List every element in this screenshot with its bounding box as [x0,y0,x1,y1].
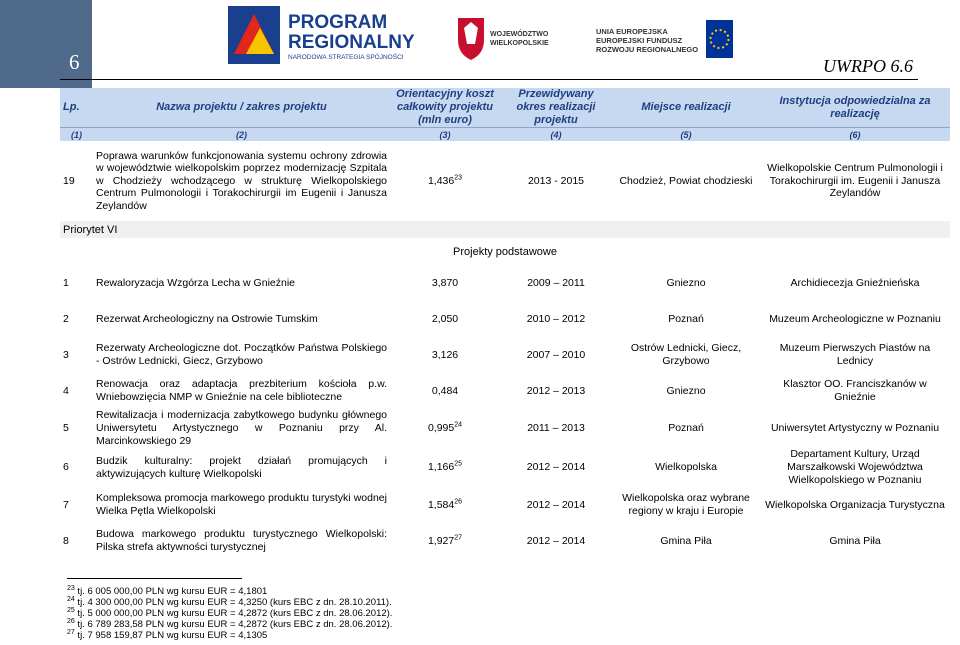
eu-logo [596,20,733,58]
program-line3: NARODOWA STRATEGIA SPÓJNOŚCI [288,54,404,61]
row-name: Kompleksowa promocja markowego produktu turystyki wodnej Wielka Pętla Wielkopolski [96,492,387,517]
footnote: $^{27}$ tj. 7 958 159,87 PLN wg kursu EUR = 4,1305 [67,628,268,641]
row-lp: 4 [63,384,69,397]
row-place: Poznań [668,312,704,325]
row-institution: Muzeum Archeologiczne w Poznaniu [769,312,941,325]
core-projects-row [60,238,950,265]
row-period: 2010 – 2012 [526,312,586,325]
row-lp: 2 [63,312,69,325]
table-row [60,265,950,301]
row-place: Gniezno [666,276,706,289]
row-period: 2013 - 2015 [527,174,585,187]
page-number: 6 [0,0,92,88]
row-institution: Muzeum Pierwszych Piastów na Lednicy [779,342,931,367]
core-projects-label: Projekty podstawowe [453,245,557,258]
col-lp-header: Lp. [60,88,93,128]
row-period: 2009 – 2011 [527,276,585,289]
row-cost: 2,050 [431,312,459,325]
row-place: Chodzież, Powiat chodzieski [619,174,753,187]
program-regionalny-logo [228,6,415,64]
priority-row [60,221,950,238]
row-name: Rewitalizacja i modernizacja zabytkowego budynku głównego Uniwersytetu Artystycznego w Poznaniu przy Al. Marcinkowskiego 29 [96,409,387,447]
row-cost: 1,436$^{23}$ [427,174,463,187]
program-line2: REGIONALNY [288,32,415,53]
row-institution: Wielkopolska Organizacja Turystyczna [765,498,945,511]
row-cost: 1,927$^{27}$ [427,534,463,547]
row-place: Wielkopolska oraz wybrane regiony w kraju i Europie [622,492,750,517]
row-institution: Archidiecezja Gnieźnieńska [790,276,920,289]
projects-table [60,88,950,559]
row-cost: 0,995$^{24}$ [427,421,463,434]
table-row [60,301,950,337]
table-row [60,141,950,221]
table-row [60,373,950,409]
row-lp: 7 [63,498,69,511]
footnote: $^{24}$ tj. 4 300 000,00 PLN wg kursu EUR = 4,3250 (kurs EBC z dn. 28.10.2011). [67,595,392,608]
row-name: Rezerwaty Archeologiczne dot. Początków Państwa Polskiego - Ostrów Lednicki, Giecz, Grzybowo [96,342,387,367]
row-name: Renowacja oraz adaptacja prezbiterium kościoła p.w. Wniebowzięcia NMP w Gnieźnie na cele biblioteczne [96,378,387,403]
table-row [60,487,950,523]
col-number: (2) [93,128,390,142]
col-institution-header: Instytucja odpowiedzialna za realizację [760,88,950,128]
row-period: 2011 – 2013 [527,422,585,434]
header-rule [60,79,918,80]
table-row [60,523,950,559]
ue-line3: ROZWOJU REGIONALNEGO [596,45,699,54]
col-name-header: Nazwa projektu / zakres projektu [93,88,390,128]
footnote-rule [67,578,242,579]
footnotes [67,586,392,641]
priority-label: Priorytet VI [60,221,950,238]
row-name: Poprawa warunków funkcjonowania systemu ochrony zdrowia w województwie wielkopolskim poprzez modernizację Szpitala w Chodzieży wchodzącego w strukturę Wielkopolskiego Centrum Pulmonologii i Torakochirurgii im Eugenii i Janusza Zeylandów [96,149,387,212]
doc-code: UWRPO 6.6 [823,56,913,76]
row-period: 2007 – 2010 [526,348,586,361]
row-institution: Wielkopolskie Centrum Pulmonologii i Torakochirurgii im. Eugenii i Janusza Zeylandów [767,162,943,200]
row-cost: 1,584$^{26}$ [427,498,463,511]
col-period-header: Przewidywany okres realizacji projektu [500,88,612,128]
woj-line1: WOJEWÓDZTWO [490,31,549,38]
row-institution: Gmina Piła [829,534,881,547]
row-name: Budowa markowego produktu turystycznego Wielkopolski: Pilska strefa aktywności turystycznej [96,528,387,553]
table-header-row [60,88,950,128]
row-period: 2012 – 2014 [526,498,586,511]
wielkopolska-crest-logo [458,18,549,60]
table-row [60,448,950,487]
col-number: (1) [60,128,93,142]
row-institution: Uniwersytet Artystyczny w Poznaniu [770,422,940,434]
row-lp: 1 [63,276,69,289]
col-number: (5) [612,128,760,142]
col-place-header: Miejsce realizacji [612,88,760,128]
row-institution: Klasztor OO. Franciszkanów w Gnieźnie [783,378,927,403]
row-cost: 0,484 [431,384,459,397]
row-period: 2012 – 2013 [526,384,586,397]
row-institution: Departament Kultury, Urząd Marszałkowski Województwa Wielkopolskiego w Poznaniu [787,448,923,486]
row-lp: 5 [63,422,69,434]
row-cost: 3,126 [431,348,459,361]
logo-strip [228,6,733,66]
footnote: $^{25}$ tj. 5 000 000,00 PLN wg kursu EUR = 4,2872 (kurs EBC z dn. 28.06.2012). [67,606,393,619]
row-name: Rewaloryzacja Wzgórza Lecha w Gnieźnie [96,276,296,289]
row-lp: 6 [63,461,69,473]
row-period: 2012 – 2014 [526,461,586,473]
col-number: (4) [500,128,612,142]
row-cost: 3,870 [431,276,459,289]
ue-line1: UNIA EUROPEJSKA [596,27,668,36]
col-number: (3) [390,128,500,142]
row-name: Budzik kulturalny: projekt działań promujących i aktywizujących kulturę Wielkopolski [96,454,387,480]
row-cost: 1,166$^{25}$ [427,460,463,473]
row-lp: 19 [63,174,75,187]
col-number: (6) [760,128,950,142]
table-row [60,337,950,373]
row-period: 2012 – 2014 [526,534,586,547]
column-numbers-row [60,128,950,142]
col-cost-header: Orientacyjny koszt całkowity projektu (mln euro) [390,88,500,128]
ue-line2: EUROPEJSKI FUNDUSZ [596,36,683,45]
row-place: Poznań [668,422,704,434]
row-place: Ostrów Lednicki, Giecz, Grzybowo [630,342,742,367]
row-place: Gniezno [666,384,706,397]
woj-line2: WIELKOPOLSKIE [490,40,549,47]
row-place: Gmina Piła [660,534,712,547]
row-place: Wielkopolska [655,461,717,473]
project-rows [60,265,950,559]
program-line1: PROGRAM [288,12,388,33]
row-name: Rezerwat Archeologiczny na Ostrowie Tumskim [96,312,318,325]
table-row [60,409,950,448]
row-lp: 3 [63,348,69,361]
row-lp: 8 [63,534,69,547]
footnote: $^{26}$ tj. 6 789 283,58 PLN wg kursu EUR = 4,2872 (kurs EBC z dn. 28.06.2012). [67,617,393,630]
footnote: $^{23}$ tj. 6 005 000,00 PLN wg kursu EUR = 4,1801 [67,584,268,597]
